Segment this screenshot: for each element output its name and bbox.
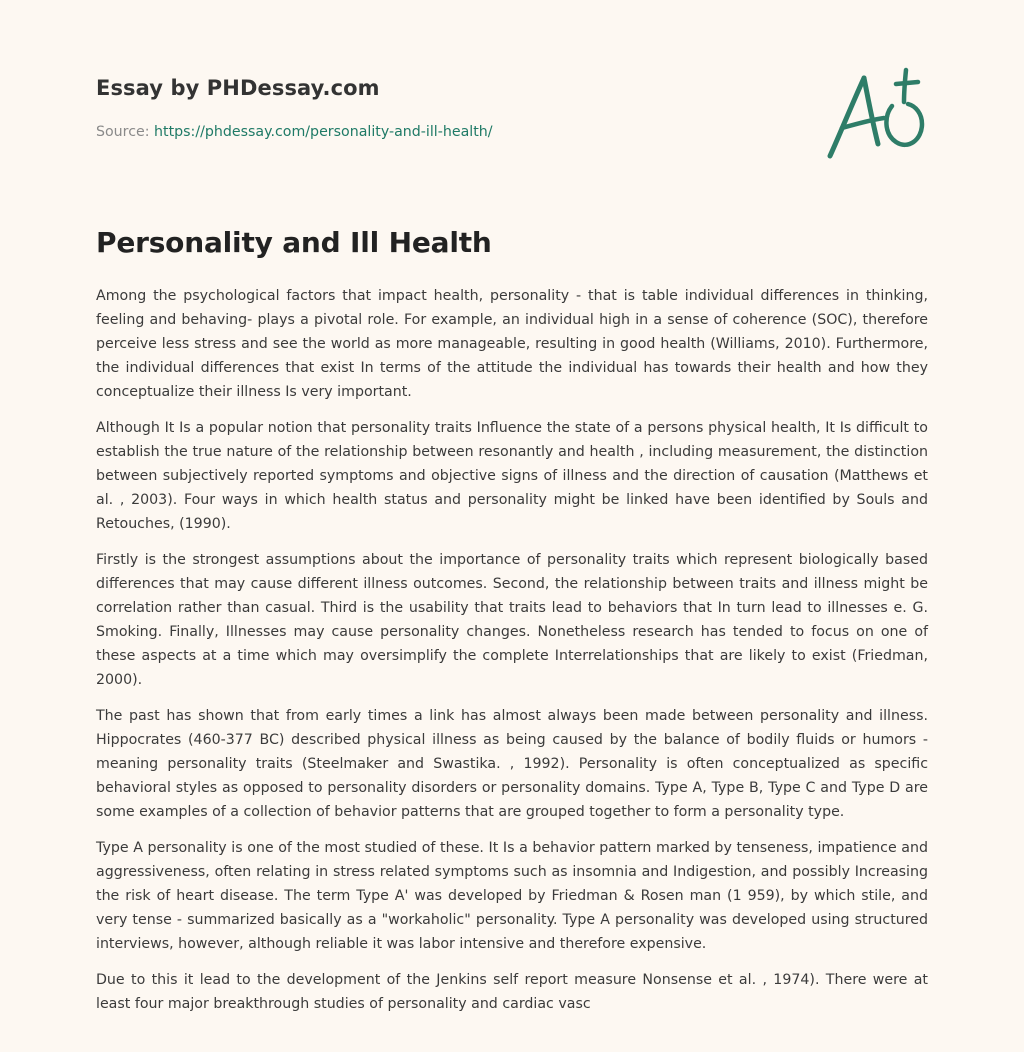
source-line	[96, 124, 493, 140]
brand-heading: Essay by PHDessay.com	[96, 76, 380, 100]
paragraph: The past has shown that from early times a link has almost always been made between personality and illness. Hippocrates (460-377 BC) described physical illness as being caused by the balance of bodily fluids or humors - meaning personality traits (Steelmaker and Swastika. , 1992). Personality is often conceptualized as specific behavioral styles as opposed to personality disorders or personality domains. Type A, Type B, Type C and Type D are some examples of a collection of behavior patterns that are grouped together to form a personality type.	[96, 708, 928, 820]
paragraph: Due to this it lead to the development of the Jenkins self report measure Nonsense et al. , 1974). There were at least four major breakthrough studies of personality and cardiac vasc	[96, 972, 928, 1012]
article-body	[96, 284, 928, 1028]
source-label: Source:	[96, 124, 150, 140]
article-title: Personality and Ill Health	[96, 226, 492, 259]
paragraph: Firstly is the strongest assumptions about the importance of personality traits which represent biologically based differences that may cause different illness outcomes. Second, the relationship between traits and illness might be correlation rather than casual. Third is the usability that traits lead to behaviors that In turn lead to illnesses e. G. Smoking. Finally, Illnesses may cause personality changes. Nonetheless research has tended to focus on one of these aspects at a time which may oversimplify the complete Interrelationships that are likely to exist (Friedman, 2000).	[96, 552, 928, 688]
paragraph: Among the psychological factors that impact health, personality - that is table individual differences in thinking, feeling and behaving- plays a pivotal role. For example, an individual high in a sense of coherence (SOC), therefore perceive less stress and see the world as more manageable, resulting in good health (Williams, 2010). Furthermore, the individual differences that exist In terms of the attitude the individual has towards their health and how they conceptualize their illness Is very important.	[96, 288, 928, 400]
paragraph: Type A personality is one of the most studied of these. It Is a behavior pattern marked by tenseness, impatience and aggressiveness, often relating in stress related symptoms such as insomnia and Indigestion, and possibly Increasing the risk of heart disease. The term Type A' was developed by Friedman & Rosen man (1 959), by which stile, and very tense - summarized basically as a "workaholic" personality. Type A personality was developed using structured interviews, however, although reliable it was labor intensive and therefore expensive.	[96, 840, 928, 952]
essay-page	[96, 0, 928, 1052]
source-link[interactable]: https://phdessay.com/personality-and-ill-health/	[154, 124, 493, 140]
paragraph: Although It Is a popular notion that personality traits Influence the state of a persons physical health, It Is difficult to establish the true nature of the relationship between resonantly and health , including measurement, the distinction between subjectively reported symptoms and objective signs of illness and the direction of causation (Matthews et al. , 2003). Four ways in which health status and personality might be linked have been identified by Souls and Retouches, (1990).	[96, 420, 928, 532]
a-plus-grade-icon	[822, 64, 932, 168]
